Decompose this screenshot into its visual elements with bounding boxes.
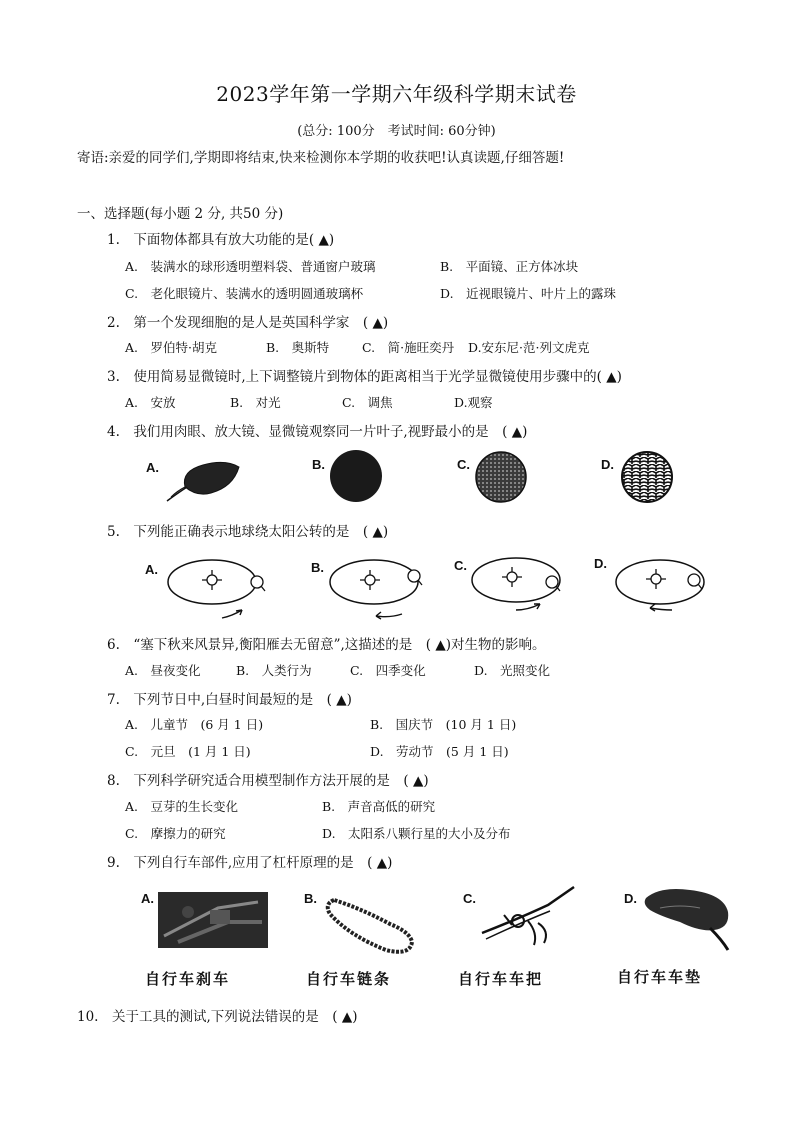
q3-option-d: D.观察	[454, 395, 493, 410]
q4-label-c: C.	[457, 457, 470, 472]
q4-label-a: A.	[146, 460, 159, 475]
q8-option-c: C. 摩擦力的研究	[125, 826, 226, 841]
orbit-diagram-c	[466, 552, 576, 624]
leaf-image	[163, 457, 243, 503]
exam-info: (总分: 100分 考试时间: 60分钟)	[297, 124, 496, 139]
q5-label-c: C.	[454, 558, 467, 573]
q7-option-c: C. 元旦 (1 月 1 日)	[125, 744, 251, 759]
q6-option-b: B. 人类行为	[236, 663, 312, 678]
q1-option-c: C. 老化眼镜片、装满水的透明圆通玻璃杯	[125, 286, 364, 301]
q8-option-a: A. 豆芽的生长变化	[125, 799, 239, 814]
question-8: 8. 下列科学研究适合用模型制作方法开展的是 ( ▲)	[107, 773, 429, 789]
textured-circle-view	[474, 450, 528, 504]
q4-label-b: B.	[312, 457, 325, 472]
q2-option-d: D.安东尼·范·列文虎克	[468, 340, 590, 355]
greeting: 寄语:亲爱的同学们,学期即将结束,快来检测你本学期的收获吧!认真读题,仔细答题!	[77, 150, 565, 166]
question-9: 9. 下列自行车部件,应用了杠杆原理的是 ( ▲)	[107, 855, 393, 871]
question-7: 7. 下列节日中,白昼时间最短的是 ( ▲)	[107, 692, 352, 708]
q3-option-b: B. 对光	[230, 395, 281, 410]
q3-option-a: A. 安放	[125, 395, 176, 410]
question-4: 4. 我们用肉眼、放大镜、显微镜观察同一片叶子,视野最小的是 ( ▲)	[107, 424, 528, 440]
bike-handlebar-image	[478, 883, 578, 949]
q1-option-a: A. 装满水的球形透明塑料袋、普通窗户玻璃	[125, 259, 376, 274]
question-10: 10. 关于工具的测试,下列说法错误的是 ( ▲)	[77, 1009, 358, 1025]
q1-option-d: D. 近视眼镜片、叶片上的露珠	[440, 286, 617, 301]
q6-option-a: A. 昼夜变化	[125, 663, 201, 678]
q2-option-b: B. 奥斯特	[266, 340, 330, 355]
question-2: 2. 第一个发现细胞的是人是英国科学家 ( ▲)	[107, 315, 389, 331]
q8-option-b: B. 声音高低的研究	[322, 799, 436, 814]
question-6: 6. “塞下秋来风景异,衡阳雁去无留意”,这描述的是 ( ▲)对生物的影响。	[107, 637, 546, 653]
q9-label-b: B.	[304, 891, 317, 906]
q5-label-d: D.	[594, 556, 607, 571]
q8-option-d: D. 太阳系八颗行星的大小及分布	[322, 826, 511, 841]
q3-option-c: C. 调焦	[342, 395, 393, 410]
q9-caption-c: 自行车车把	[458, 970, 544, 988]
orbit-diagram-b	[322, 552, 432, 624]
q1-option-b: B. 平面镜、正方体冰块	[440, 259, 579, 274]
q6-option-c: C. 四季变化	[350, 663, 426, 678]
q9-caption-a: 自行车刹车	[145, 970, 231, 988]
section-heading: 一、选择题(每小题 2 分, 共50 分)	[77, 206, 284, 222]
question-1: 1. 下面物体都具有放大功能的是( ▲)	[107, 232, 335, 248]
q9-label-d: D.	[624, 891, 637, 906]
q7-option-d: D. 劳动节 (5 月 1 日)	[370, 744, 509, 759]
q9-label-c: C.	[463, 891, 476, 906]
q7-option-b: B. 国庆节 (10 月 1 日)	[370, 717, 517, 732]
q2-option-c: C. 简·施旺奕丹	[362, 340, 455, 355]
dark-circle-view	[328, 448, 384, 504]
page-title: 2023学年第一学期六年级科学期末试卷	[216, 82, 577, 106]
q6-option-d: D. 光照变化	[474, 663, 551, 678]
question-3: 3. 使用简易显微镜时,上下调整镜片到物体的距离相当于光学显微镜使用步骤中的( ▲)	[107, 369, 622, 385]
cell-circle-view	[620, 450, 674, 504]
bike-brake-photo	[158, 892, 268, 948]
q7-option-a: A. 儿童节 (6 月 1 日)	[125, 717, 264, 732]
orbit-diagram-a	[160, 552, 270, 624]
q9-label-a: A.	[141, 891, 154, 906]
bike-chain-image	[320, 892, 420, 956]
q5-label-a: A.	[145, 562, 158, 577]
bike-seat-image	[640, 884, 734, 954]
q4-label-d: D.	[601, 457, 614, 472]
orbit-diagram-d	[608, 552, 718, 624]
q2-option-a: A. 罗伯特·胡克	[125, 340, 217, 355]
q9-caption-d: 自行车车垫	[617, 968, 703, 986]
q5-label-b: B.	[311, 560, 324, 575]
question-5: 5. 下列能正确表示地球绕太阳公转的是 ( ▲)	[107, 524, 389, 540]
q9-caption-b: 自行车链条	[306, 970, 392, 988]
